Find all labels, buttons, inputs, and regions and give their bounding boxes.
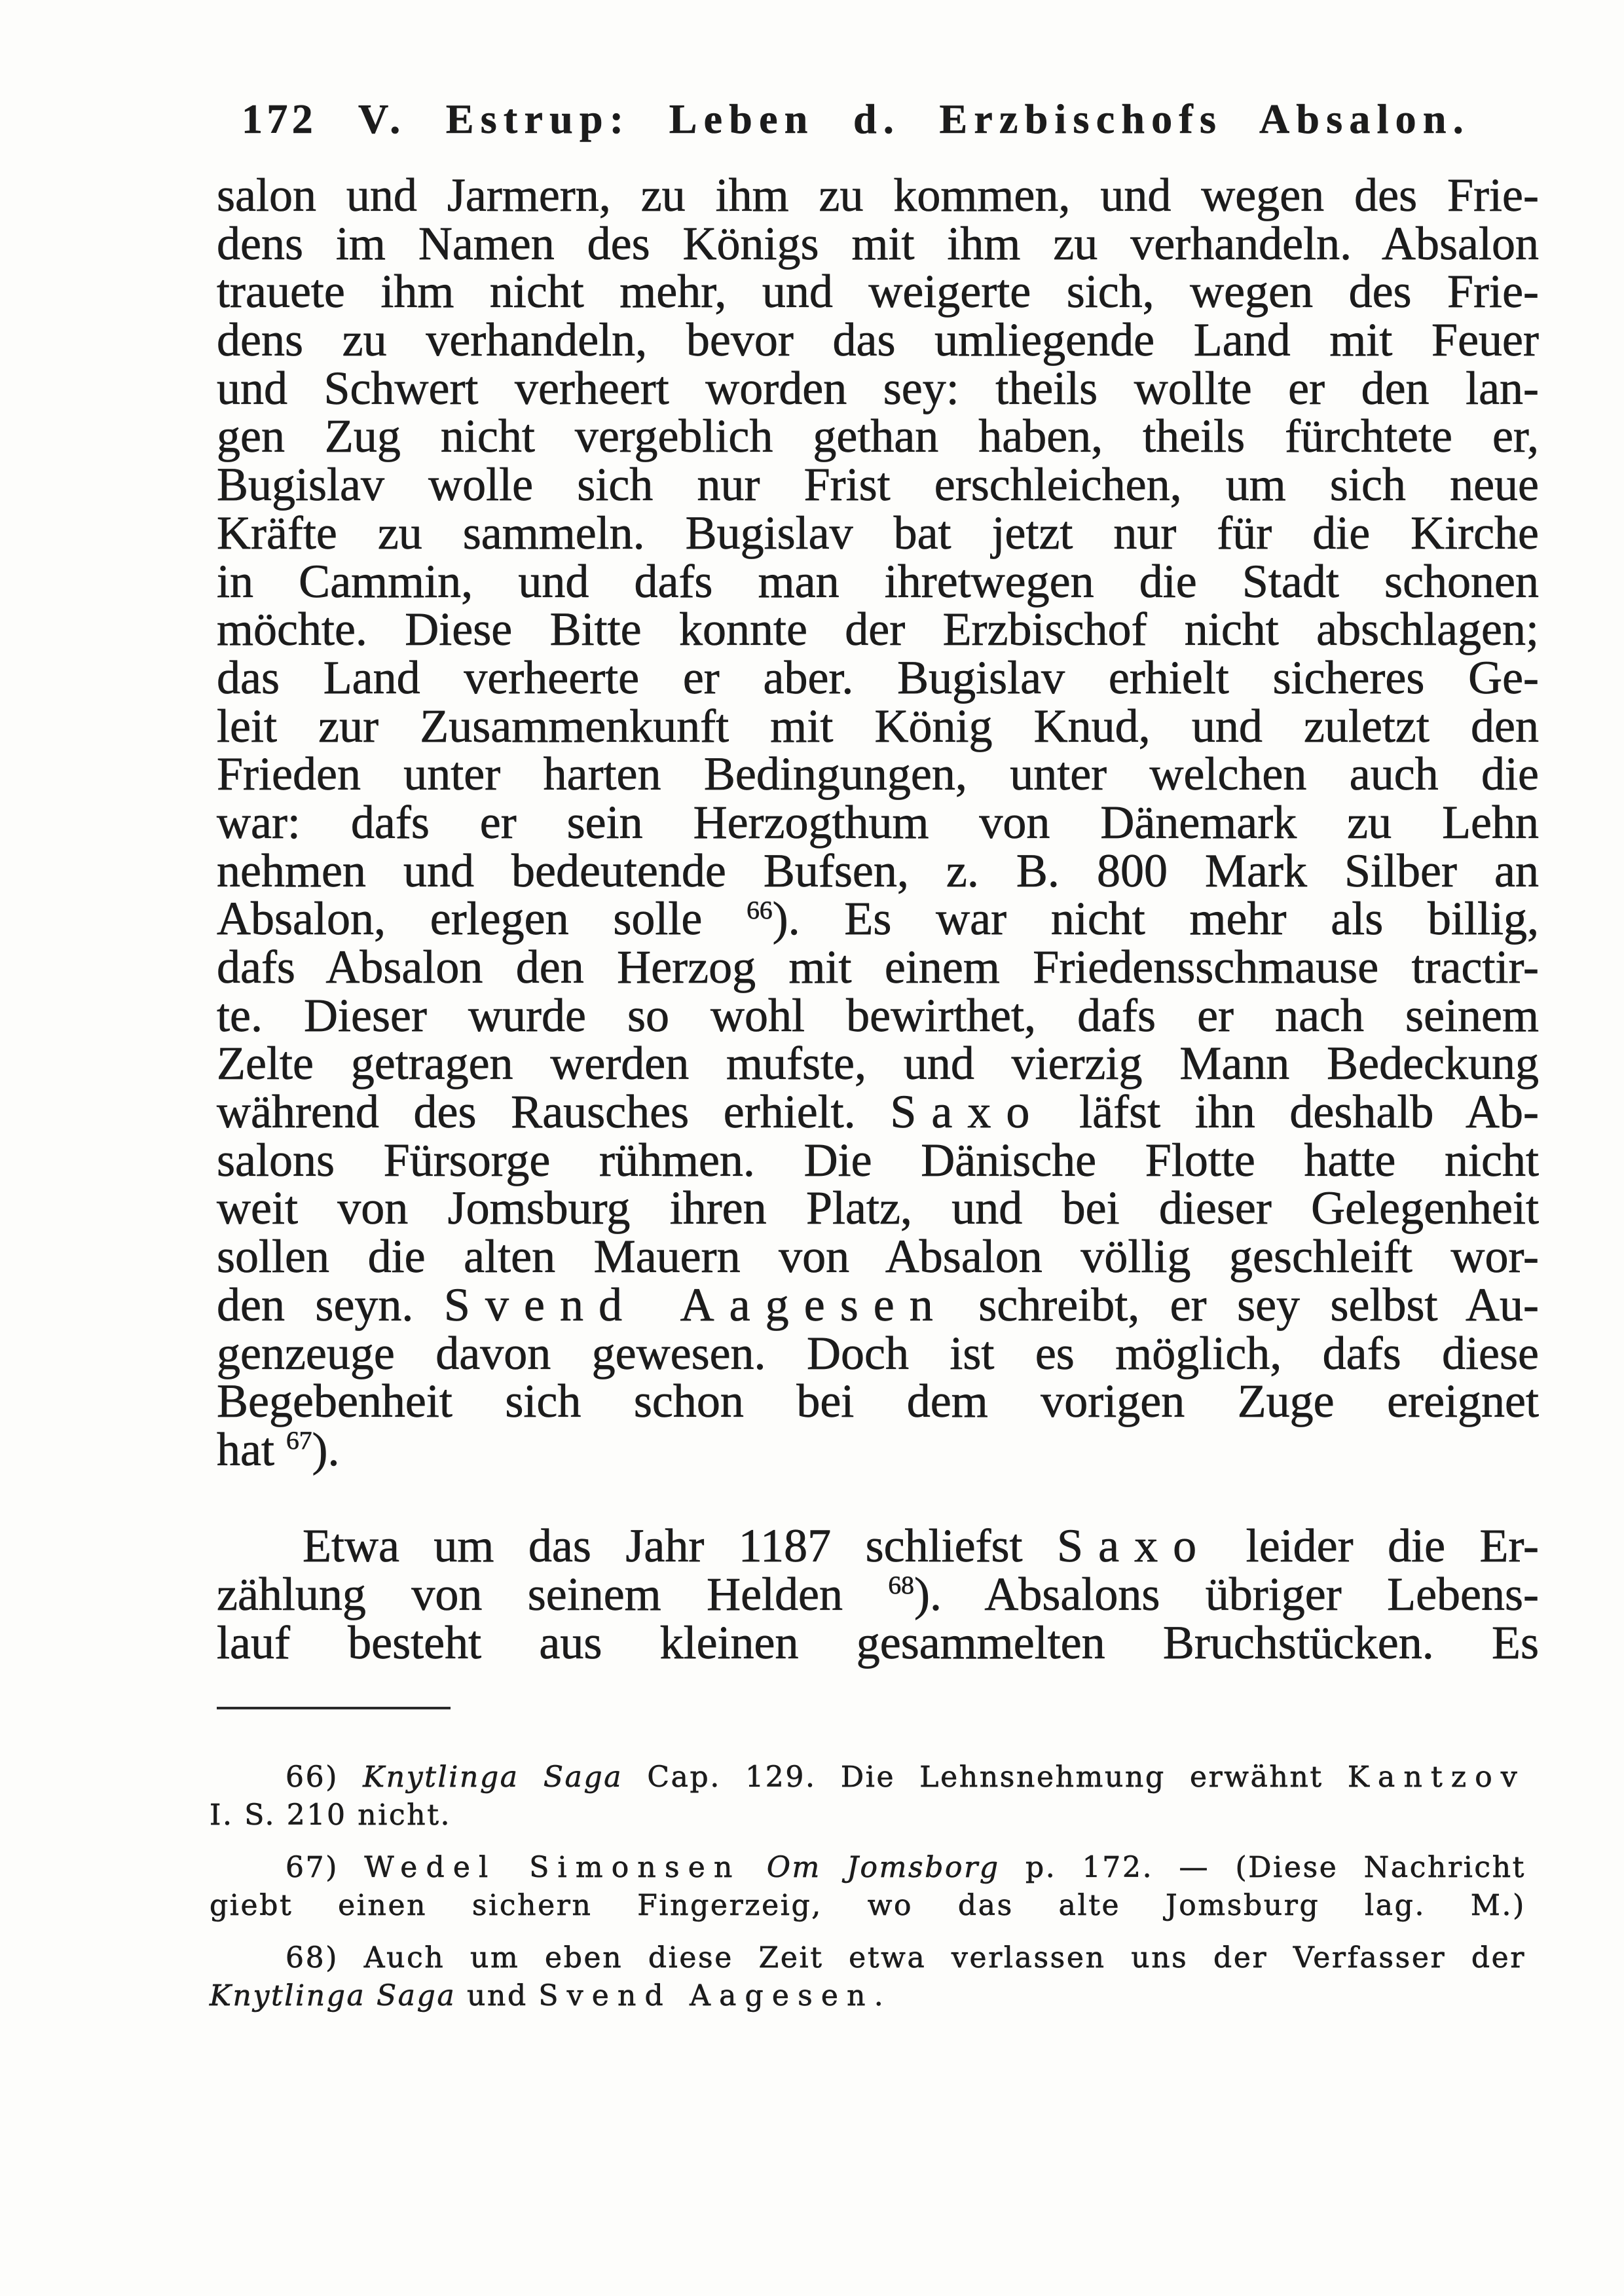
text-line	[217, 217, 1539, 270]
text-run: te. Dieser wurde so wohl bewirthet, dafs er nach seinem	[217, 989, 1539, 1042]
footnote-line	[210, 1758, 1526, 1796]
text-run: .	[874, 1979, 885, 2013]
text-line	[217, 892, 1539, 945]
text-run: schreibt, er sey selbst Au-	[948, 1278, 1540, 1331]
text-run: hat	[217, 1423, 286, 1476]
footnote-rule	[217, 1707, 451, 1709]
text-run: das Land verheerte er aber. Bugislav erhielt sicheres Ge-	[217, 651, 1539, 704]
text-line	[217, 506, 1539, 559]
text-run: sollen die alten Mauern von Absalon völlig geschleift wor-	[217, 1230, 1539, 1283]
text-line	[217, 361, 1539, 414]
text-line	[217, 603, 1539, 656]
footnote	[210, 1758, 1526, 1834]
text-run: während des Rausches erhielt.	[217, 1085, 891, 1139]
paragraph	[217, 169, 1540, 1476]
text-run: salons Fürsorge rühmen. Die Dänische Flotte hatte nicht	[217, 1133, 1539, 1186]
text-run: den seyn.	[217, 1278, 444, 1331]
text-line	[217, 1616, 1539, 1669]
text-line	[217, 795, 1539, 848]
text-run: möchte. Diese Bitte konnte der Erzbischof nicht abschlagen;	[217, 603, 1539, 656]
text-run: 66)	[286, 1760, 363, 1794]
running-title: V. Estrup: Leben d. Erzbischofs Absalon.	[358, 96, 1470, 142]
text-run: Absalon, erlegen solle	[217, 892, 747, 945]
text-run: war: dafs er sein Herzogthum von Dänemark zu Lehn	[217, 795, 1539, 848]
text-line	[217, 1184, 1539, 1233]
page-number: 172	[242, 96, 318, 142]
text-line	[217, 169, 1539, 221]
text-line	[217, 750, 1539, 799]
italic-title: Knytlinga Saga	[363, 1760, 623, 1794]
text-run: leit zur Zusammenkunft mit König Knud, und zuletzt den	[217, 699, 1539, 752]
footnote-line	[210, 1796, 1526, 1834]
text-run: und Schwert verheert worden sey: theils wollte er den lan-	[217, 361, 1539, 414]
text-run: ).	[312, 1423, 340, 1476]
text-run: lauf besteht aus kleinen gesammelten Bruchstücken. Es	[217, 1616, 1539, 1669]
text-line	[217, 265, 1539, 318]
footnotes	[210, 1758, 1526, 2015]
footnote-line	[210, 1887, 1526, 1925]
text-line	[217, 458, 1539, 511]
text-run: weit von Jomsburg ihren Platz, und bei dieser Gelegenheit	[217, 1182, 1539, 1235]
text-run: dens im Namen des Königs mit ihm zu verhandeln. Absalon	[217, 217, 1539, 270]
spaced-name: Saxo	[890, 1085, 1045, 1139]
text-run: ). Absalons übriger Lebens-	[913, 1567, 1539, 1620]
text-run: giebt einen sichern Fingerzeig, wo das alte Jomsburg lag. M.)	[210, 1889, 1526, 1922]
text-line	[217, 1326, 1539, 1379]
text-line	[217, 1037, 1539, 1090]
text-line	[217, 1377, 1539, 1426]
text-run: läfst ihn deshalb Ab-	[1044, 1085, 1539, 1139]
text-line	[217, 989, 1539, 1042]
text-run: gen Zug nicht vergeblich gethan haben, theils fürchtete er,	[217, 410, 1539, 463]
spaced-name: Saxo	[1057, 1520, 1212, 1573]
footnote-reference: 67	[286, 1426, 312, 1455]
footnote-reference: 68	[888, 1571, 914, 1600]
text-line	[217, 1423, 1539, 1476]
text-run: trauete ihm nicht mehr, und weigerte sich, wegen des Frie-	[217, 265, 1539, 318]
text-run: dens zu verhandeln, bevor das umliegende Land mit Feuer	[217, 314, 1539, 367]
text-line	[217, 943, 1539, 992]
text-line	[217, 1230, 1539, 1283]
footnote	[210, 1939, 1526, 2015]
text-run: 67)	[286, 1851, 365, 1884]
running-head	[242, 95, 1470, 143]
text-line	[217, 1133, 1539, 1186]
paragraph	[217, 1522, 1539, 1667]
spaced-name: Kantzov	[1347, 1760, 1526, 1794]
text-run: I. S. 210 nicht.	[210, 1798, 452, 1832]
text-run: p. 172. — (Diese Nachricht	[999, 1851, 1526, 1884]
text-run: Begebenheit sich schon bei dem vorigen Zuge ereignet	[217, 1375, 1539, 1428]
body-text	[217, 169, 1540, 1669]
text-line	[217, 1567, 1539, 1620]
footnote-line	[210, 1977, 1526, 2015]
spaced-name: Svend Aagesen	[538, 1979, 874, 2013]
text-run: Etwa um das Jahr 1187 schliefst	[303, 1520, 1058, 1573]
text-run: ). Es war nicht mehr als billig,	[772, 892, 1539, 945]
text-run: Bugislav wolle sich nur Frist erschleichen, um sich neue	[217, 458, 1539, 511]
text-run: salon und Jarmern, zu ihm zu kommen, und wegen des Frie-	[217, 169, 1539, 221]
text-line	[217, 844, 1539, 897]
text-run: in Cammin, und dafs man ihretwegen die Stadt schonen	[217, 555, 1539, 608]
text-line	[217, 555, 1539, 608]
spaced-name: Wedel Simonsen	[364, 1851, 741, 1884]
text-run: leider die Er-	[1211, 1520, 1539, 1573]
text-line	[217, 316, 1539, 365]
text-run: zählung von seinem Helden	[217, 1567, 889, 1620]
footnote-line	[210, 1939, 1526, 1977]
text-line	[217, 699, 1539, 752]
text-line	[217, 412, 1539, 461]
spaced-name: Svend Aagesen	[443, 1278, 948, 1331]
text-run: und	[456, 1979, 539, 2013]
italic-title: Knytlinga Saga	[210, 1979, 456, 2013]
text-run: Frieden unter harten Bedingungen, unter welchen auch die	[217, 748, 1539, 801]
text-run: Zelte getragen werden mufste, und vierzig Mann Bedeckung	[217, 1037, 1539, 1090]
footnote-reference: 66	[747, 895, 773, 924]
text-run: Kräfte zu sammeln. Bugislav bat jetzt nur für die Kirche	[217, 506, 1539, 559]
text-line	[217, 651, 1539, 704]
footnote	[210, 1849, 1526, 1925]
text-run: 68) Auch um eben diese Zeit etwa verlassen uns der Verfasser der	[286, 1941, 1526, 1975]
text-line	[217, 1278, 1540, 1331]
italic-title: Om Jomsborg	[766, 1851, 1000, 1884]
text-line	[217, 1522, 1539, 1571]
text-run: genzeuge davon gewesen. Doch ist es möglich, dafs diese	[217, 1326, 1539, 1379]
text-run: nehmen und bedeutende Bufsen, z. B. 800 Mark Silber an	[217, 844, 1539, 897]
text-run	[741, 1851, 767, 1884]
text-line	[217, 1085, 1539, 1139]
text-run: Cap. 129. Die Lehnsnehmung erwähnt	[623, 1760, 1348, 1794]
footnote-line	[210, 1849, 1526, 1887]
text-run: dafs Absalon den Herzog mit einem Friedensschmause tractir-	[217, 941, 1539, 993]
